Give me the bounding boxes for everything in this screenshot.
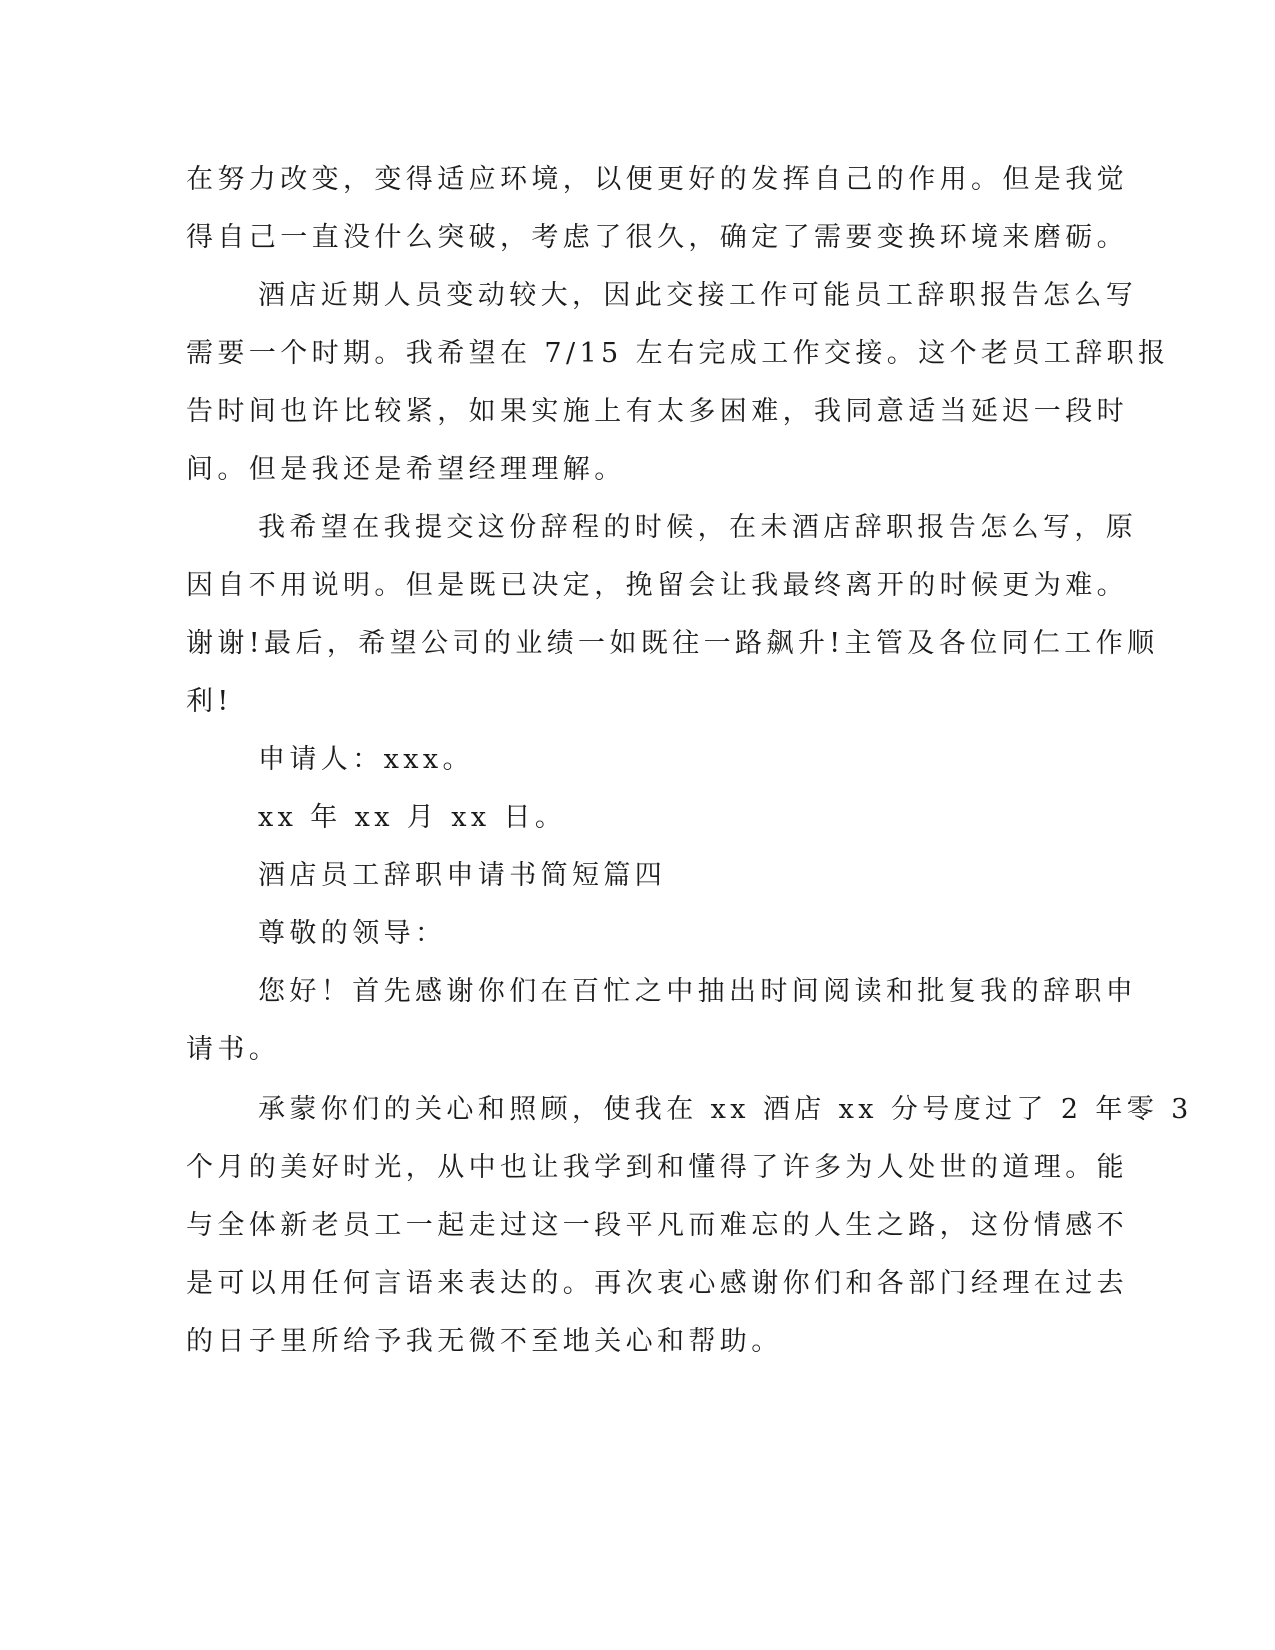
paragraph-line: 告时间也许比较紧，如果实施上有太多困难，我同意适当延迟一段时 bbox=[186, 396, 1128, 427]
salutation: 尊敬的领导： bbox=[258, 918, 447, 949]
paragraph-line: 得自己一直没什么突破，考虑了很久，确定了需要变换环境来磨砺。 bbox=[186, 222, 1128, 253]
paragraph-line: 与全体新老员工一起走过这一段平凡而难忘的人生之路，这份情感不 bbox=[186, 1210, 1128, 1241]
paragraph-line: 在努力改变，变得适应环境，以便更好的发挥自己的作用。但是我觉 bbox=[186, 164, 1128, 195]
paragraph-line: 间。但是我还是希望经理理解。 bbox=[186, 454, 626, 485]
paragraph-line: 因自不用说明。但是既已决定，挽留会让我最终离开的时候更为难。 bbox=[186, 570, 1128, 601]
applicant-line: 申请人：xxx。 bbox=[258, 744, 474, 775]
paragraph-line: 承蒙你们的关心和照顾，使我在 xx 酒店 xx 分号度过了 2 年零 3 bbox=[258, 1094, 1193, 1125]
paragraph-line: 的日子里所给予我无微不至地关心和帮助。 bbox=[186, 1326, 783, 1357]
paragraph-line: 酒店近期人员变动较大，因此交接工作可能员工辞职报告怎么写 bbox=[258, 280, 1138, 311]
section-heading: 酒店员工辞职申请书简短篇四 bbox=[258, 860, 667, 891]
paragraph-line: 个月的美好时光，从中也让我学到和懂得了许多为人处世的道理。能 bbox=[186, 1152, 1128, 1183]
paragraph-line: 请书。 bbox=[186, 1034, 281, 1065]
paragraph-line: 利! bbox=[186, 686, 233, 717]
paragraph-line: 您好！首先感谢你们在百忙之中抽出时间阅读和批复我的辞职申 bbox=[258, 976, 1138, 1007]
paragraph-line: 谢谢!最后，希望公司的业绩一如既往一路飙升!主管及各位同仁工作顺 bbox=[186, 628, 1159, 659]
paragraph-line: 我希望在我提交这份辞程的时候，在未酒店辞职报告怎么写，原 bbox=[258, 512, 1138, 543]
paragraph-line: 是可以用任何言语来表达的。再次衷心感谢你们和各部门经理在过去 bbox=[186, 1268, 1128, 1299]
date-line: xx 年 xx 月 xx 日。 bbox=[258, 802, 567, 833]
paragraph-line: 需要一个时期。我希望在 7/15 左右完成工作交接。这个老员工辞职报 bbox=[186, 338, 1170, 369]
